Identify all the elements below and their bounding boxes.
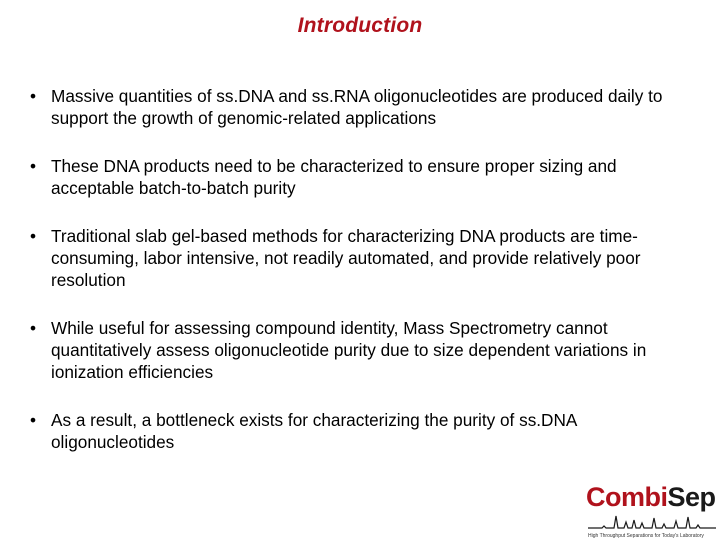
bullet-marker: •: [30, 226, 37, 246]
bullet-marker: •: [30, 410, 37, 430]
bullet-item: [30, 85, 700, 129]
bullet-marker: •: [30, 156, 37, 176]
electropherogram-trace-icon: [588, 512, 716, 532]
bullet-marker: •: [30, 318, 37, 338]
logo-name-part2: Sep: [667, 482, 716, 512]
logo-wordmark: [586, 480, 716, 514]
bullet-text: Massive quantities of ss.DNA and ss.RNA oligonucleotides are produced daily to support the growth of genomic-related applications: [51, 86, 663, 128]
bullet-text: As a result, a bottleneck exists for characterizing the purity of ss.DNA oligonucleotides: [51, 410, 577, 452]
bullet-item: [30, 409, 700, 453]
bullet-marker: •: [30, 86, 37, 106]
bullet-text: These DNA products need to be characterized to ensure proper sizing and acceptable batch-to-batch purity: [51, 156, 617, 198]
bullet-item: [30, 317, 700, 383]
slide-title: Introduction: [297, 14, 423, 37]
logo-tagline: High Throughput Separations for Today's Laboratory: [588, 533, 704, 539]
bullet-list: [30, 85, 700, 453]
logo-name-part1: Combi: [586, 482, 668, 512]
combisep-logo: [586, 480, 720, 540]
bullet-item: [30, 155, 700, 199]
bullet-text: While useful for assessing compound identity, Mass Spectrometry cannot quantitatively assess oligonucleotide purity due to size dependent variations in ionization efficiencies: [51, 318, 647, 382]
bullet-text: Traditional slab gel-based methods for characterizing DNA products are time-consuming, labor intensive, not readily automated, and provide relatively poor resolution: [51, 226, 641, 290]
bullet-item: [30, 225, 700, 291]
